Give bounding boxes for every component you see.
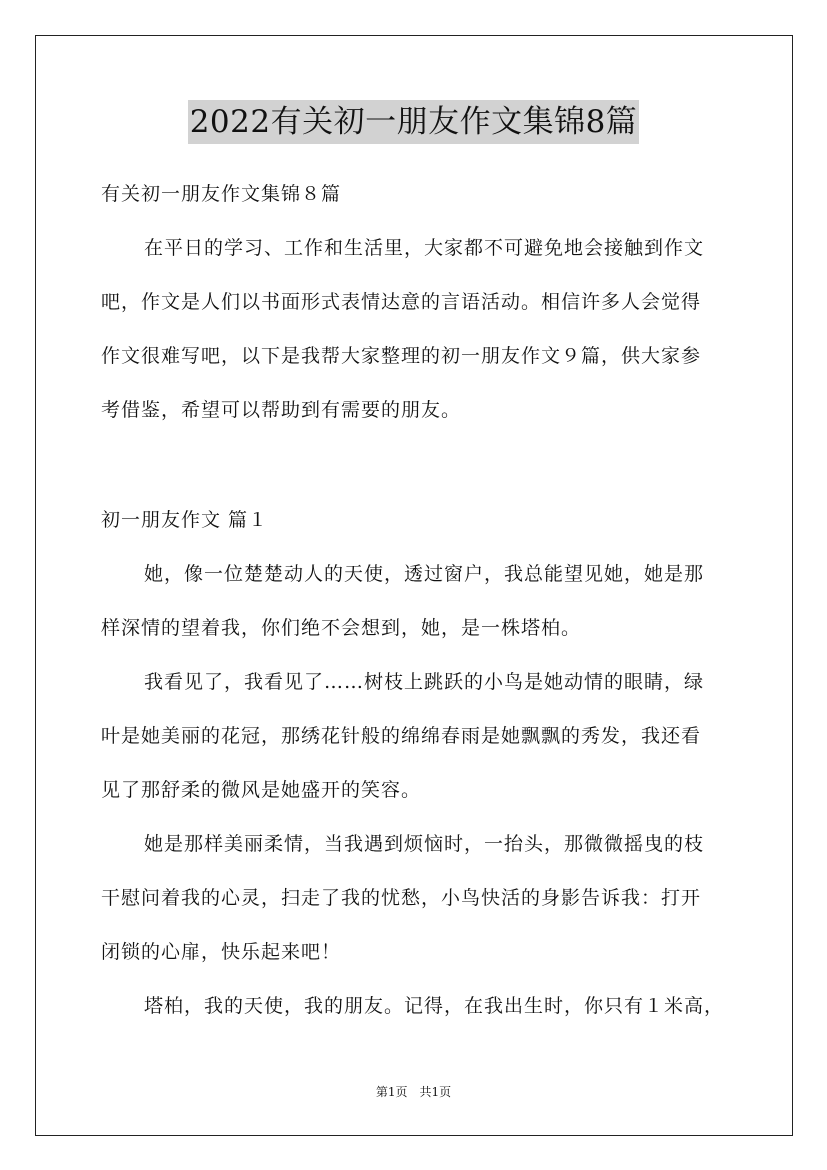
paragraph-line: 见了那舒柔的微风是她盛开的笑容。 bbox=[101, 779, 422, 801]
title-container bbox=[0, 100, 827, 144]
page-footer: 第1页 共1页 bbox=[375, 1085, 452, 1099]
paragraph-line: 干慰问着我的心灵，扫走了我的忧愁，小鸟快活的身影告诉我：打开 bbox=[101, 887, 702, 909]
paragraph-line: 作文很难写吧，以下是我帮大家整理的初一朋友作文９篇，供大家参 bbox=[101, 345, 702, 367]
paragraph-line: 她，像一位楚楚动人的天使，透过窗户，我总能望见她，她是那 bbox=[144, 563, 705, 585]
paragraph-line: 闭锁的心扉，快乐起来吧！ bbox=[101, 941, 342, 963]
paragraph-line: 样深情的望着我，你们绝不会想到，她，是一株塔柏。 bbox=[101, 617, 582, 639]
document-title: 2022有关初一朋友作文集锦8篇 bbox=[188, 100, 640, 144]
subtitle-line: 有关初一朋友作文集锦８篇 bbox=[101, 183, 342, 205]
paragraph-line: 叶是她美丽的花冠，那绣花针般的绵绵春雨是她飘飘的秀发，我还看 bbox=[101, 725, 702, 747]
paragraph-line: 塔柏，我的天使，我的朋友。记得，在我出生时，你只有１米高， bbox=[144, 995, 725, 1017]
section-heading: 初一朋友作文 篇１ bbox=[101, 509, 269, 531]
paragraph-line: 她是那样美丽柔情，当我遇到烦恼时，一抬头，那微微摇曳的枝 bbox=[144, 833, 705, 855]
paragraph-line: 在平日的学习、工作和生活里，大家都不可避免地会接触到作文 bbox=[144, 237, 705, 259]
paragraph-line: 吧，作文是人们以书面形式表情达意的言语活动。相信许多人会觉得 bbox=[101, 291, 702, 313]
paragraph-line: 我看见了，我看见了……树枝上跳跃的小鸟是她动情的眼睛，绿 bbox=[144, 671, 705, 693]
paragraph-line: 考借鉴，希望可以帮助到有需要的朋友。 bbox=[101, 399, 462, 421]
